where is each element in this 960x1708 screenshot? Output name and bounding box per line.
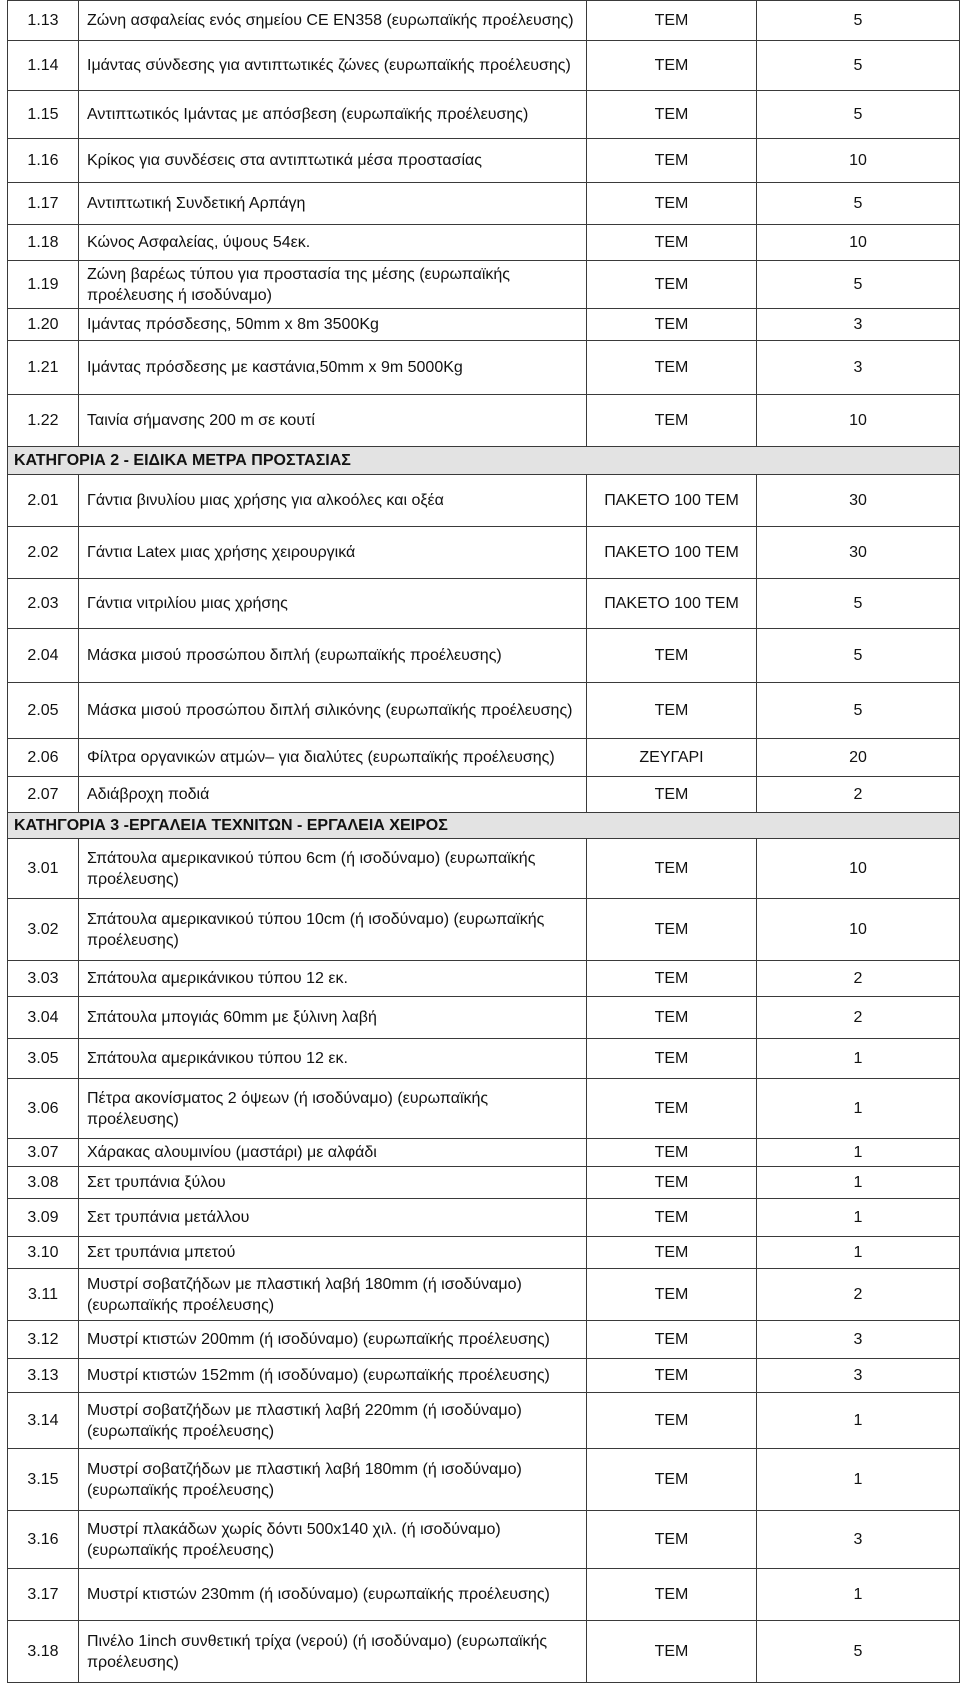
item-quantity: 5 [757, 91, 960, 139]
item-quantity: 5 [757, 261, 960, 309]
item-quantity: 20 [757, 739, 960, 777]
table-row [8, 341, 960, 395]
item-description: Μυστρί σοβατζήδων με πλαστική λαβή 180mm (ή ισοδύναμο) (ευρωπαϊκής προέλευσης) [79, 1269, 587, 1321]
item-unit: ΤΕΜ [587, 1039, 757, 1079]
item-quantity: 2 [757, 997, 960, 1039]
item-quantity: 5 [757, 183, 960, 225]
table-row [8, 41, 960, 91]
item-unit: ΠΑΚΕΤΟ 100 ΤΕΜ [587, 579, 757, 629]
item-quantity: 1 [757, 1199, 960, 1237]
item-code: 3.05 [8, 1039, 79, 1079]
item-code: 3.04 [8, 997, 79, 1039]
item-code: 1.13 [8, 1, 79, 41]
item-code: 2.03 [8, 579, 79, 629]
category-header-row [8, 447, 960, 475]
item-quantity: 5 [757, 1621, 960, 1683]
item-code: 2.07 [8, 777, 79, 813]
item-description: Κώνος Ασφαλείας, ύψους 54εκ. [79, 225, 587, 261]
item-code: 3.07 [8, 1139, 79, 1167]
item-description: Μυστρί πλακάδων χωρίς δόντι 500x140 χιλ. (ή ισοδύναμο) (ευρωπαϊκής προέλευσης) [79, 1511, 587, 1569]
item-quantity: 1 [757, 1039, 960, 1079]
item-unit: ΤΕΜ [587, 1621, 757, 1683]
item-unit: ΤΕΜ [587, 309, 757, 341]
item-description: Ιμάντας πρόσδεσης με καστάνια,50mm x 9m 5000Kg [79, 341, 587, 395]
table-row [8, 1139, 960, 1167]
table-row [8, 527, 960, 579]
table-row [8, 739, 960, 777]
item-unit: ΤΕΜ [587, 1, 757, 41]
item-code: 1.16 [8, 139, 79, 183]
category-label: ΚΑΤΗΓΟΡΙΑ 3 -ΕΡΓΑΛΕΙΑ ΤΕΧΝΙΤΩΝ - ΕΡΓΑΛΕΙΑ ΧΕΙΡΟΣ [8, 813, 960, 839]
item-quantity: 3 [757, 309, 960, 341]
item-description: Γάντια νιτριλίου μιας χρήσης [79, 579, 587, 629]
table-row [8, 395, 960, 447]
item-description: Μυστρί σοβατζήδων με πλαστική λαβή 180mm (ή ισοδύναμο) (ευρωπαϊκής προέλευσης) [79, 1449, 587, 1511]
item-unit: ΤΕΜ [587, 899, 757, 961]
item-unit: ΤΕΜ [587, 1237, 757, 1269]
item-unit: ΤΕΜ [587, 1511, 757, 1569]
item-unit: ΤΕΜ [587, 1139, 757, 1167]
item-unit: ΤΕΜ [587, 839, 757, 899]
items-table-body [8, 1, 960, 1683]
table-row [8, 1079, 960, 1139]
item-unit: ΤΕΜ [587, 41, 757, 91]
item-unit: ΤΕΜ [587, 1167, 757, 1199]
item-quantity: 5 [757, 1, 960, 41]
item-quantity: 3 [757, 1511, 960, 1569]
item-description: Σπάτουλα μπογιάς 60mm με ξύλινη λαβή [79, 997, 587, 1039]
item-code: 3.03 [8, 961, 79, 997]
item-code: 1.20 [8, 309, 79, 341]
item-code: 3.13 [8, 1359, 79, 1393]
item-quantity: 5 [757, 41, 960, 91]
item-quantity: 10 [757, 395, 960, 447]
item-code: 3.14 [8, 1393, 79, 1449]
item-unit: ΤΕΜ [587, 629, 757, 683]
table-row [8, 1569, 960, 1621]
item-unit: ΤΕΜ [587, 1393, 757, 1449]
item-unit: ΤΕΜ [587, 1569, 757, 1621]
item-code: 3.15 [8, 1449, 79, 1511]
item-description: Σπάτουλα αμερικάνικου τύπου 12 εκ. [79, 1039, 587, 1079]
item-unit: ΤΕΜ [587, 183, 757, 225]
item-quantity: 10 [757, 225, 960, 261]
item-code: 3.12 [8, 1321, 79, 1359]
item-quantity: 1 [757, 1237, 960, 1269]
item-code: 3.10 [8, 1237, 79, 1269]
item-quantity: 1 [757, 1079, 960, 1139]
item-code: 3.08 [8, 1167, 79, 1199]
item-description: Σπάτουλα αμερικάνικου τύπου 12 εκ. [79, 961, 587, 997]
table-row [8, 1, 960, 41]
table-row [8, 139, 960, 183]
item-quantity: 1 [757, 1393, 960, 1449]
item-code: 3.18 [8, 1621, 79, 1683]
item-code: 2.02 [8, 527, 79, 579]
item-quantity: 3 [757, 1359, 960, 1393]
item-description: Χάρακας αλουμινίου (μαστάρι) με αλφάδι [79, 1139, 587, 1167]
item-quantity: 10 [757, 839, 960, 899]
table-row [8, 225, 960, 261]
item-description: Αντιπτωτικός Ιμάντας με απόσβεση (ευρωπαϊκής προέλευσης) [79, 91, 587, 139]
item-description: Ζώνη βαρέως τύπου για προστασία της μέσης (ευρωπαϊκής προέλευσης ή ισοδύναμο) [79, 261, 587, 309]
item-description: Μυστρί σοβατζήδων με πλαστική λαβή 220mm (ή ισοδύναμο) (ευρωπαϊκής προέλευσης) [79, 1393, 587, 1449]
table-row [8, 1359, 960, 1393]
item-code: 3.06 [8, 1079, 79, 1139]
item-unit: ΤΕΜ [587, 997, 757, 1039]
item-code: 2.04 [8, 629, 79, 683]
category-header-row [8, 813, 960, 839]
item-description: Γάντια Latex μιας χρήσης χειρουργικά [79, 527, 587, 579]
table-row [8, 1511, 960, 1569]
item-unit: ΤΕΜ [587, 961, 757, 997]
item-quantity: 3 [757, 341, 960, 395]
item-quantity: 2 [757, 777, 960, 813]
item-description: Ταινία σήμανσης 200 m σε κουτί [79, 395, 587, 447]
item-unit: ΤΕΜ [587, 1199, 757, 1237]
item-code: 1.15 [8, 91, 79, 139]
item-description: Γάντια βινυλίου μιας χρήσης για αλκοόλες και οξέα [79, 475, 587, 527]
item-code: 3.02 [8, 899, 79, 961]
item-code: 1.17 [8, 183, 79, 225]
item-unit: ΤΕΜ [587, 1359, 757, 1393]
item-description: Μυστρί κτιστών 230mm (ή ισοδύναμο) (ευρωπαϊκής προέλευσης) [79, 1569, 587, 1621]
item-unit: ΤΕΜ [587, 1269, 757, 1321]
item-quantity: 1 [757, 1167, 960, 1199]
item-description: Σπάτουλα αμερικανικού τύπου 10cm (ή ισοδύναμο) (ευρωπαϊκής προέλευσης) [79, 899, 587, 961]
table-row [8, 683, 960, 739]
item-quantity: 10 [757, 139, 960, 183]
item-quantity: 30 [757, 527, 960, 579]
item-quantity: 5 [757, 629, 960, 683]
item-unit: ΤΕΜ [587, 777, 757, 813]
table-row [8, 899, 960, 961]
table-row [8, 579, 960, 629]
table-row [8, 839, 960, 899]
item-quantity: 2 [757, 1269, 960, 1321]
item-unit: ΤΕΜ [587, 395, 757, 447]
item-description: Σετ τρυπάνια ξύλου [79, 1167, 587, 1199]
item-code: 3.01 [8, 839, 79, 899]
item-unit: ΖΕΥΓΑΡΙ [587, 739, 757, 777]
items-table [7, 0, 960, 1683]
item-description: Ιμάντας πρόσδεσης, 50mm x 8m 3500Kg [79, 309, 587, 341]
category-label: ΚΑΤΗΓΟΡΙΑ 2 - ΕΙΔΙΚΑ ΜΕΤΡΑ ΠΡΟΣΤΑΣΙΑΣ [8, 447, 960, 475]
item-unit: ΤΕΜ [587, 1321, 757, 1359]
table-row [8, 1269, 960, 1321]
table-row [8, 261, 960, 309]
item-code: 2.06 [8, 739, 79, 777]
item-quantity: 5 [757, 579, 960, 629]
item-code: 3.16 [8, 1511, 79, 1569]
item-unit: ΤΕΜ [587, 1079, 757, 1139]
table-row [8, 183, 960, 225]
table-row [8, 91, 960, 139]
item-code: 1.14 [8, 41, 79, 91]
table-row [8, 1321, 960, 1359]
item-description: Αντιπτωτική Συνδετική Αρπάγη [79, 183, 587, 225]
item-unit: ΤΕΜ [587, 341, 757, 395]
item-description: Μυστρί κτιστών 152mm (ή ισοδύναμο) (ευρωπαϊκής προέλευσης) [79, 1359, 587, 1393]
item-unit: ΤΕΜ [587, 261, 757, 309]
item-description: Σετ τρυπάνια μπετού [79, 1237, 587, 1269]
table-row [8, 997, 960, 1039]
table-row [8, 475, 960, 527]
item-unit: ΤΕΜ [587, 139, 757, 183]
item-description: Πέτρα ακονίσματος 2 όψεων (ή ισοδύναμο) (ευρωπαϊκής προέλευσης) [79, 1079, 587, 1139]
table-row [8, 1167, 960, 1199]
item-description: Κρίκος για συνδέσεις στα αντιπτωτικά μέσα προστασίας [79, 139, 587, 183]
item-unit: ΤΕΜ [587, 1449, 757, 1511]
item-description: Μυστρί κτιστών 200mm (ή ισοδύναμο) (ευρωπαϊκής προέλευσης) [79, 1321, 587, 1359]
item-description: Ζώνη ασφαλείας ενός σημείου CE EN358 (ευρωπαϊκής προέλευσης) [79, 1, 587, 41]
item-unit: ΤΕΜ [587, 225, 757, 261]
item-unit: ΤΕΜ [587, 91, 757, 139]
item-quantity: 5 [757, 683, 960, 739]
item-quantity: 1 [757, 1449, 960, 1511]
item-description: Ιμάντας σύνδεσης για αντιπτωτικές ζώνες (ευρωπαϊκής προέλευσης) [79, 41, 587, 91]
item-quantity: 1 [757, 1139, 960, 1167]
item-description: Μάσκα μισού προσώπου διπλή (ευρωπαϊκής προέλευσης) [79, 629, 587, 683]
item-unit: ΤΕΜ [587, 683, 757, 739]
table-row [8, 777, 960, 813]
item-code: 3.09 [8, 1199, 79, 1237]
table-row [8, 961, 960, 997]
table-row [8, 1449, 960, 1511]
table-row [8, 1393, 960, 1449]
item-quantity: 1 [757, 1569, 960, 1621]
item-description: Σπάτουλα αμερικανικού τύπου 6cm (ή ισοδύναμο) (ευρωπαϊκής προέλευσης) [79, 839, 587, 899]
item-code: 1.22 [8, 395, 79, 447]
item-code: 3.17 [8, 1569, 79, 1621]
item-description: Αδιάβροχη ποδιά [79, 777, 587, 813]
table-row [8, 1199, 960, 1237]
item-code: 1.19 [8, 261, 79, 309]
item-description: Μάσκα μισού προσώπου διπλή σιλικόνης (ευρωπαϊκής προέλευσης) [79, 683, 587, 739]
item-unit: ΠΑΚΕΤΟ 100 ΤΕΜ [587, 527, 757, 579]
item-quantity: 2 [757, 961, 960, 997]
item-code: 1.21 [8, 341, 79, 395]
item-description: Φίλτρα οργανικών ατμών– για διαλύτες (ευρωπαϊκής προέλευσης) [79, 739, 587, 777]
item-code: 2.05 [8, 683, 79, 739]
item-quantity: 10 [757, 899, 960, 961]
item-description: Σετ τρυπάνια μετάλλου [79, 1199, 587, 1237]
table-row [8, 629, 960, 683]
table-row [8, 309, 960, 341]
item-quantity: 3 [757, 1321, 960, 1359]
table-row [8, 1237, 960, 1269]
item-code: 3.11 [8, 1269, 79, 1321]
item-code: 2.01 [8, 475, 79, 527]
table-row [8, 1039, 960, 1079]
item-description: Πινέλο 1inch συνθετική τρίχα (νερού) (ή ισοδύναμο) (ευρωπαϊκής προέλευσης) [79, 1621, 587, 1683]
item-unit: ΠΑΚΕΤΟ 100 ΤΕΜ [587, 475, 757, 527]
item-code: 1.18 [8, 225, 79, 261]
table-row [8, 1621, 960, 1683]
item-quantity: 30 [757, 475, 960, 527]
